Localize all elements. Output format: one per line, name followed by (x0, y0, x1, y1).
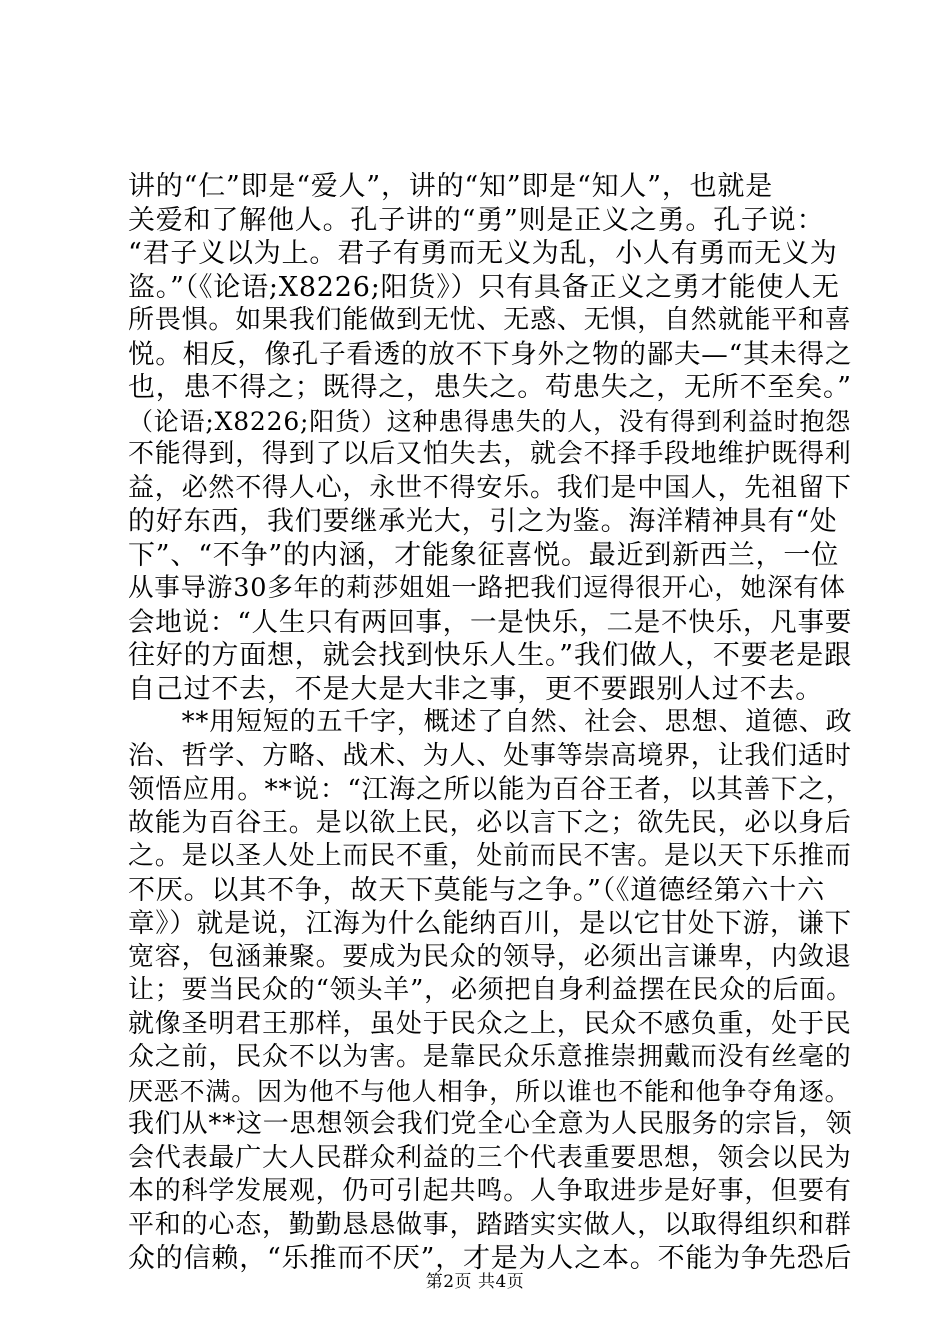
text-line: （论语;X8226;阳货）这种患得患失的人，没有得到利益时抱怨 (128, 406, 852, 436)
text-line: 益，必然不得人心，永世不得安乐。我们是中国人，先祖留下 (128, 472, 852, 503)
text-line: 让；要当民众的“领头羊”，必须把自身利益摆在民众的后面。 (128, 975, 853, 1005)
text-line: 不厌。以其不争，故天下莫能与之争。”（《道德经第六十六 (128, 874, 825, 906)
body-text (128, 170, 858, 1276)
text-line: 关爱和了解他人。孔子讲的“勇”则是正义之勇。孔子说： (128, 204, 825, 236)
text-line: 平和的心态，勤勤恳恳做事，踏踏实实做人，以取得组织和群 (128, 1209, 852, 1240)
text-line: **用短短的五千字，概述了自然、社会、思想、道德、政 (128, 707, 853, 737)
text-line: 也，患不得之；既得之，患失之。苟患失之，无所不至矣。” (128, 372, 852, 403)
text-line: 悦。相反，像孔子看透的放不下身外之物的鄙夫—“其未得之 (128, 338, 853, 370)
text-line: 领悟应用。**说：“江海之所以能为百谷王者，以其善下之， (128, 774, 853, 805)
text-line: 讲的“仁”即是“爱人”，讲的“知”即是“知人”，也就是 (128, 171, 774, 202)
text-line: 众的信赖，“乐推而不厌”，才是为人之本。不能为争先恐后 (128, 1243, 853, 1274)
text-line: 盗。”（《论语;X8226;阳货》）只有具备正义之勇才能使人无 (128, 271, 840, 303)
text-line: 自己过不去，不是大是大非之事，更不要跟别人过不去。 (128, 673, 823, 705)
text-line: 会地说：“人生只有两回事，一是快乐，二是不快乐，凡事要 (128, 606, 853, 638)
text-line: “君子义以为上。君子有勇而无义为乱，小人有勇而无义为 (128, 238, 838, 269)
text-line: 之。是以圣人处上而民不重，处前而民不害。是以天下乐推而 (128, 841, 852, 871)
text-line: 下”、“不争”的内涵，才能象征喜悦。最近到新西兰，一位 (128, 539, 840, 571)
text-line: 从事导游30多年的莉莎姐姐一路把我们逗得很开心，她深有体 (128, 573, 846, 603)
text-line: 宽容，包涵兼聚。要成为民众的领导，必须出言谦卑，内敛退 (128, 941, 852, 972)
text-line: 我们从**这一思想领会我们党全心全意为人民服务的宗旨，领 (128, 1109, 853, 1139)
text-line: 会代表最广大人民群众利益的三个代表重要思想，领会以民为 (128, 1142, 852, 1173)
text-line: 往好的方面想，就会找到快乐人生。”我们做人，不要老是跟 (128, 640, 852, 671)
page-footer: 第2页 共4页 (425, 1272, 525, 1292)
text-line: 的好东西，我们要继承光大，引之为鉴。海洋精神具有“处 (128, 506, 838, 537)
text-line: 不能得到，得到了以后又怕失去，就会不择手段地维护既得利 (128, 439, 852, 469)
text-line: 就像圣明君王那样，虽处于民众之上，民众不感负重，处于民 (128, 1008, 852, 1039)
text-line: 故能为百谷王。是以欲上民，必以言下之；欲先民，必以身后 (128, 807, 852, 838)
text-line: 章》）就是说，江海为什么能纳百川，是以它甘处下游，谦下 (128, 908, 852, 939)
text-line: 厌恶不满。因为他不与他人相争，所以谁也不能和他争夺角逐。 (128, 1076, 851, 1106)
text-line: 本的科学发展观，仍可引起共鸣。人争取进步是好事，但要有 (128, 1176, 852, 1206)
text-line: 众之前，民众不以为害。是靠民众乐意推崇拥戴而没有丝毫的 (128, 1042, 852, 1072)
text-line: 所畏惧。如果我们能做到无忧、无惑、无惧，自然就能平和喜 (128, 305, 852, 335)
text-line: 治、哲学、方略、战术、为人、处事等崇高境界，让我们适时 (128, 740, 852, 771)
